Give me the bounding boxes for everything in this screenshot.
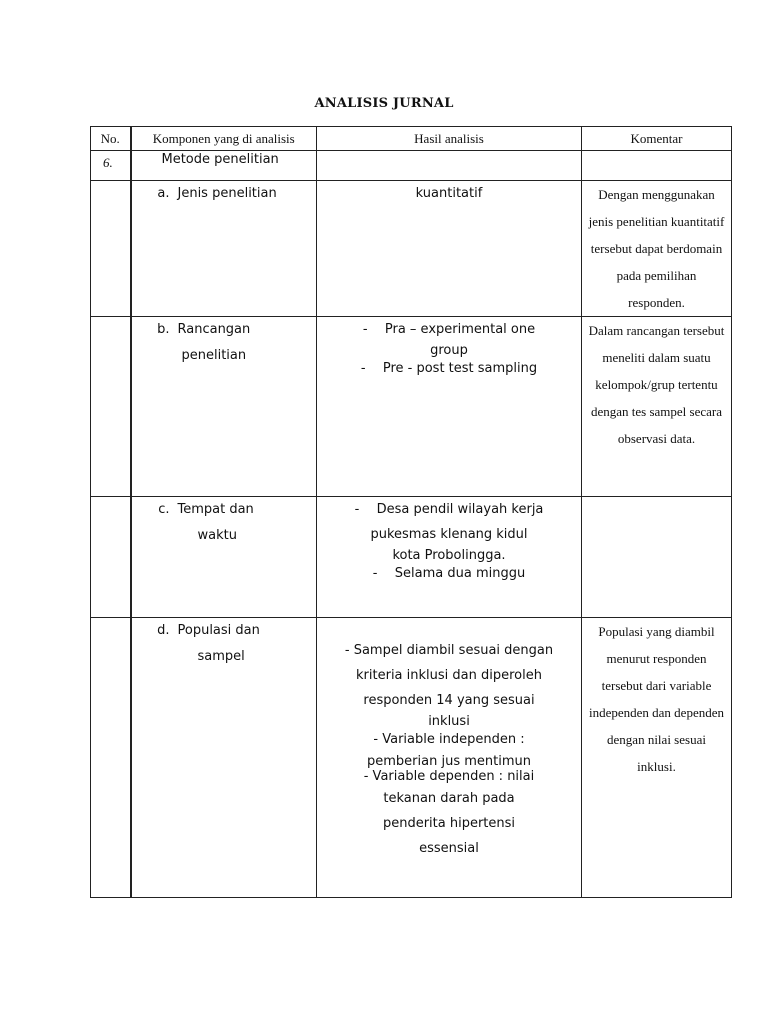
- hasil-text: Pre - post test sampling: [382, 361, 538, 376]
- komponen-text: Populasi dan: [177, 623, 260, 638]
- hasil-text-cont: inklusi: [428, 714, 470, 729]
- dash-bullet: -: [360, 361, 366, 376]
- komponen-text: Tempat dan: [177, 502, 254, 517]
- row-no-empty: [91, 618, 131, 898]
- komponen-text: Rancangan: [177, 322, 251, 337]
- komentar-cell: Dengan menggunakan jenis penelitian kuantitatif tersebut dapat berdomain pada pemilihan responden.: [582, 181, 732, 317]
- hasil-cell: [317, 497, 582, 618]
- row-no-empty: [91, 497, 131, 618]
- table-header-row: [91, 127, 732, 151]
- komponen-text-cont: waktu: [197, 528, 237, 543]
- komponen-cell: [131, 497, 317, 618]
- dash-bullet: -: [354, 502, 360, 517]
- hasil-text: - Variable dependen : nilai: [363, 769, 535, 784]
- komponen-text-cont: sampel: [197, 649, 245, 664]
- header-no: No.: [91, 127, 131, 151]
- header-hasil: Hasil analisis: [317, 127, 582, 151]
- komponen-text: Jenis penelitian: [177, 186, 277, 201]
- hasil-text: - Sampel diambil sesuai dengan: [344, 643, 554, 658]
- hasil-text-cont: kota Probolingga.: [392, 548, 506, 563]
- row-no-empty: [91, 181, 131, 317]
- item-letter: d.: [157, 623, 170, 638]
- komentar-cell: Populasi yang diambil menurut responden tersebut dari variable independen dan dependen dengan nilai sesuai inklusi.: [582, 618, 732, 898]
- row-no-empty: [91, 317, 131, 497]
- hasil-text-cont: penderita hipertensi: [382, 816, 516, 831]
- hasil-text-cont: pukesmas klenang kidul: [370, 527, 528, 542]
- hasil-text: Pra – experimental one: [384, 322, 536, 337]
- header-komentar: Komentar: [582, 127, 732, 151]
- hasil-text: Desa pendil wilayah kerja: [376, 502, 544, 517]
- hasil-cell: [317, 618, 582, 898]
- item-letter: a.: [157, 186, 170, 201]
- hasil-text: - Variable independen :: [373, 732, 525, 747]
- hasil-text-cont: essensial: [419, 841, 479, 856]
- komponen-cell: [131, 317, 317, 497]
- hasil-text: Selama dua minggu: [394, 566, 526, 581]
- item-letter: c.: [158, 502, 170, 517]
- hasil-cell: [317, 181, 582, 317]
- komentar-cell: Dalam rancangan tersebut meneliti dalam suatu kelompok/grup tertentu dengan tes sampel secara observasi data.: [582, 317, 732, 497]
- section-number: 6.: [91, 151, 131, 181]
- document-title: ANALISIS JURNAL: [314, 96, 454, 111]
- analysis-table: [90, 126, 732, 898]
- komentar-cell-empty: [582, 497, 732, 618]
- item-letter: b.: [157, 322, 170, 337]
- section-komentar-empty: [582, 151, 732, 181]
- table-row: [91, 317, 732, 497]
- hasil-text-cont: kriteria inklusi dan diperoleh: [356, 668, 542, 683]
- komponen-cell: [131, 618, 317, 898]
- table-row: [91, 497, 732, 618]
- hasil-text: kuantitatif: [415, 186, 483, 201]
- header-komponen: Komponen yang di analisis: [131, 127, 317, 151]
- dash-bullet: -: [372, 566, 378, 581]
- section-hasil-empty: [317, 151, 582, 181]
- komponen-text-cont: penelitian: [181, 348, 247, 363]
- section-row: [91, 151, 732, 181]
- hasil-text-cont: group: [430, 343, 468, 358]
- hasil-cell: [317, 317, 582, 497]
- hasil-text-cont: responden 14 yang sesuai: [363, 693, 535, 708]
- section-label: Metode penelitian: [131, 151, 317, 181]
- dash-bullet: -: [362, 322, 368, 337]
- hasil-text-cont: tekanan darah pada: [383, 791, 515, 806]
- table-row: [91, 181, 732, 317]
- komponen-cell: [131, 181, 317, 317]
- hasil-text-cont: pemberian jus mentimun: [367, 754, 531, 769]
- table-row: [91, 618, 732, 898]
